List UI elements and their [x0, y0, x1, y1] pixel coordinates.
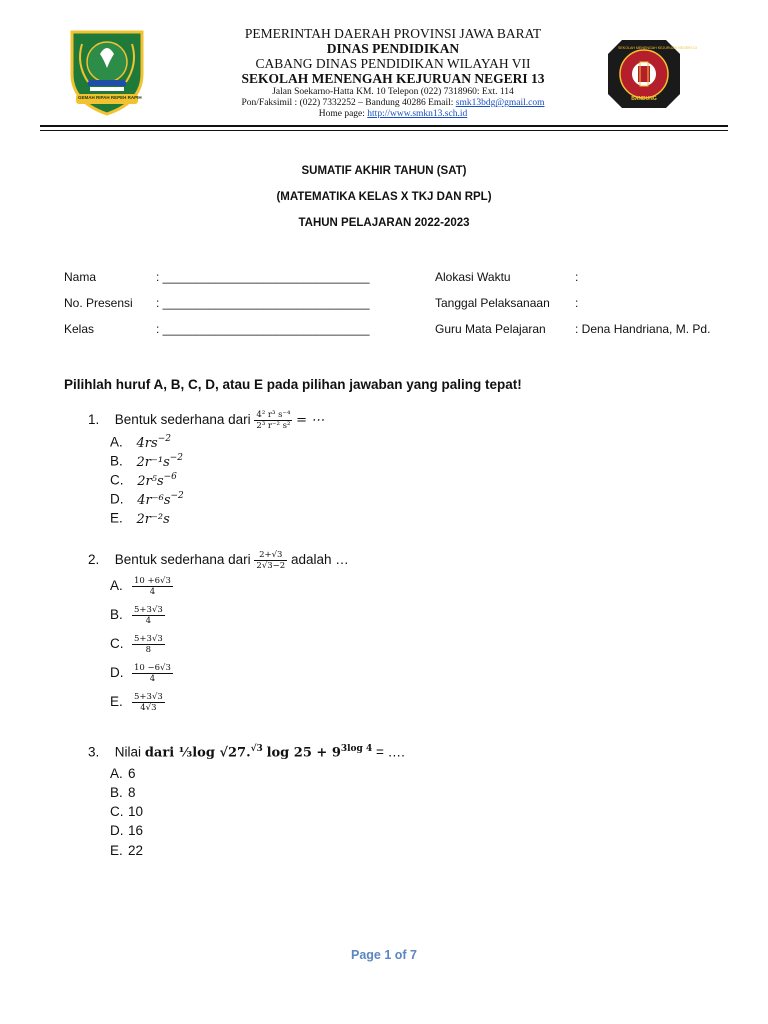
- option-2e[interactable]: E. $\frac{5+3√3}{4√3}$: [110, 692, 163, 713]
- option-2d[interactable]: D. $\frac{10 -6√3}{4}$: [110, 663, 171, 684]
- letterhead-divider-thin: [40, 130, 728, 131]
- option-1b[interactable]: B. $2r^{-1}s^{-2}$: [110, 453, 184, 470]
- option-2b[interactable]: B. $\frac{5+3√3}{4}$: [110, 605, 163, 626]
- school-logo-text: SEKOLAH MENENGAH KEJURUAN NEGERI 13: [618, 46, 697, 50]
- question-number: 2.: [88, 552, 100, 568]
- question-text: Bentuk sederhana dari: [114, 552, 251, 568]
- exam-subject: (MATEMATIKA KELAS X TKJ DAN RPL): [276, 191, 492, 203]
- form-label-time: Alokasi Waktu: [435, 270, 511, 284]
- option-3a[interactable]: A. 6: [110, 766, 136, 781]
- question-fraction: $\frac{2+√3}{2√3-2}$: [256, 550, 286, 571]
- homepage-prefix: Home page:: [318, 109, 365, 119]
- school-logo-city: BANDUNG: [631, 96, 657, 102]
- date-field: :: [575, 296, 579, 310]
- form-label-name: Nama: [64, 270, 97, 284]
- form-label-teacher: Guru Mata Pelajaran: [435, 322, 546, 336]
- question-tail: = ….: [376, 744, 405, 760]
- exam-year: TAHUN PELAJARAN 2022-2023: [298, 217, 470, 229]
- question-tail: adalah …: [290, 552, 349, 568]
- letterhead-divider-thick: [40, 125, 728, 127]
- option-1e[interactable]: E. 2r⁻²s: [110, 510, 170, 527]
- question-2: [88, 550, 349, 571]
- question-number: 3.: [88, 744, 100, 760]
- option-2a[interactable]: A. $\frac{10 +6√3}{4}$: [110, 576, 171, 597]
- letterhead-agency: DINAS PENDIDIKAN: [326, 41, 460, 56]
- option-1c[interactable]: C. $2r^5s^{-6}$: [110, 472, 177, 489]
- homepage-link[interactable]: http://www.smkn13.sch.id: [367, 109, 468, 119]
- email-link[interactable]: smk13bdg@gmail.com: [455, 98, 545, 108]
- exam-title: SUMATIF AKHIR TAHUN (SAT): [301, 165, 467, 177]
- form-label-class: Kelas: [64, 322, 95, 336]
- letterhead-address: Jalan Soekarno-Hatta KM. 10 Telepon (022) 7318960: Ext. 114: [272, 87, 514, 97]
- question-expression: dari ¹⁄₃log √27.: [144, 745, 251, 761]
- attendance-field[interactable]: : _______________________________: [156, 296, 370, 310]
- question-number: 1.: [88, 412, 100, 428]
- page-number: Page 1 of 7: [351, 948, 417, 962]
- letterhead-contact: [150, 98, 636, 108]
- option-3d[interactable]: D. 16: [110, 823, 144, 838]
- question-3: 3. Nilai dari ¹⁄₃log √27.$^{√3}$ $\log 25 + 9^{3log 4}$ = ….: [88, 744, 405, 761]
- letterhead-school: SEKOLAH MENENGAH KEJURUAN NEGERI 13: [241, 71, 545, 86]
- option-3c[interactable]: C. 10: [110, 804, 144, 819]
- instruction: Pilihlah huruf A, B, C, D, atau E pada pilihan jawaban yang paling tepat!: [64, 377, 522, 392]
- question-fraction: $\frac{\text{4² r³ s⁻⁴}}{\text{2³ r⁻² s²}}$: [256, 410, 291, 431]
- time-field: :: [575, 270, 579, 284]
- province-emblem-icon: [66, 24, 148, 118]
- option-1a[interactable]: A. $4rs^{-2}$: [110, 434, 171, 451]
- province-logo: [66, 24, 148, 118]
- letterhead-branch: CABANG DINAS PENDIDIKAN WILAYAH VII: [255, 56, 531, 71]
- option-1d[interactable]: D. $4r^{-6}s^{-2}$: [110, 491, 184, 508]
- letterhead-homepage: [150, 109, 636, 119]
- question-tail: = ⋯: [296, 413, 325, 429]
- teacher-field: : Dena Handriana, M. Pd.: [575, 322, 711, 336]
- option-3b[interactable]: B. 8: [110, 785, 136, 800]
- question-1: [88, 410, 324, 431]
- option-3e[interactable]: E. 22: [110, 843, 144, 858]
- form-label-date: Tanggal Pelaksanaan: [435, 296, 550, 310]
- question-text: Nilai: [114, 744, 142, 760]
- letterhead-province: PEMERINTAH DAERAH PROVINSI JAWA BARAT: [244, 26, 542, 41]
- province-logo-motto: GEMAH RIPAH REPEH RAPIH: [78, 95, 142, 100]
- question-text: Bentuk sederhana dari: [114, 412, 251, 428]
- class-field[interactable]: : _______________________________: [156, 322, 370, 336]
- contact-prefix: Pon/Faksimil : (022) 7332252 – Bandung 40286 Email:: [241, 98, 454, 108]
- option-2c[interactable]: C. $\frac{5+3√3}{8}$: [110, 634, 163, 655]
- form-label-attendance: No. Presensi: [64, 296, 133, 310]
- name-field[interactable]: : _______________________________: [156, 270, 370, 284]
